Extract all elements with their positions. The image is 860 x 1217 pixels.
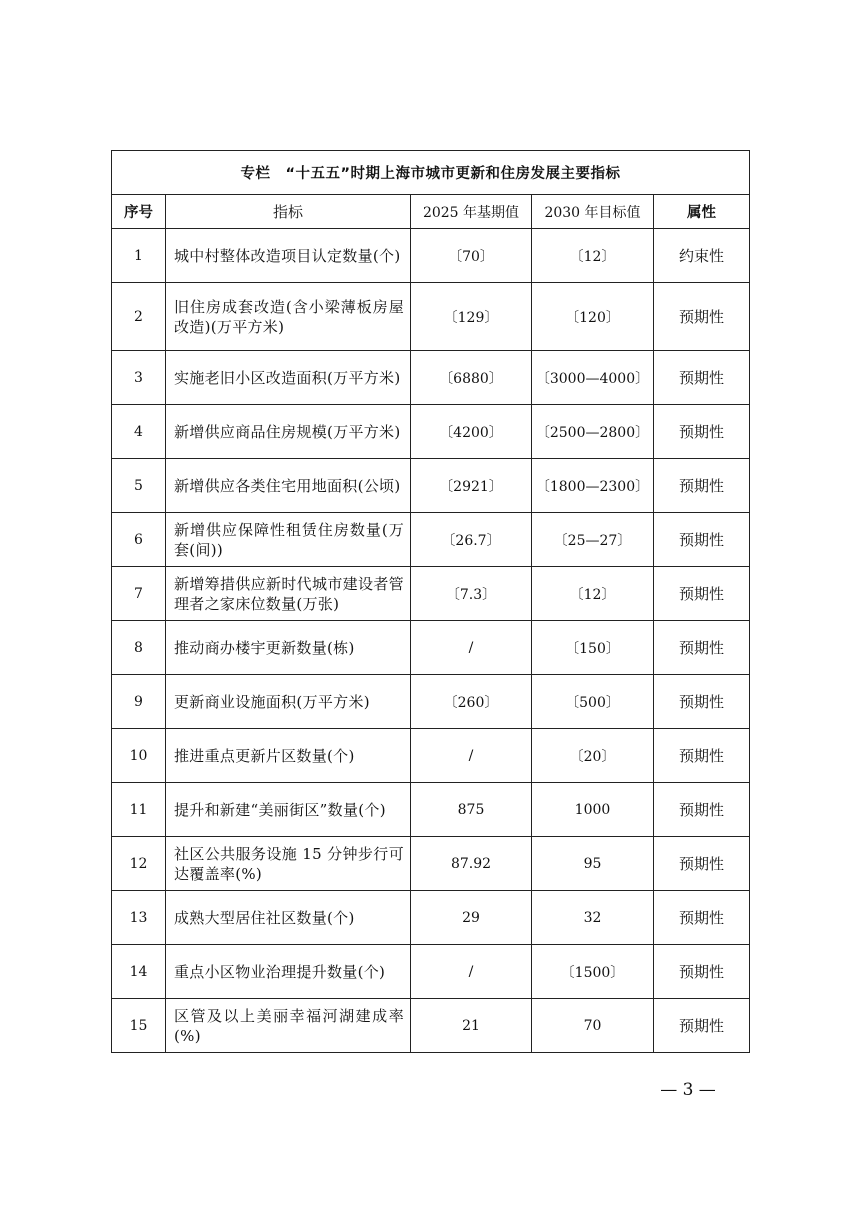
indicator-attribute: 预期性	[654, 675, 750, 729]
indicator-attribute: 预期性	[654, 729, 750, 783]
base-value: 〔26.7〕	[411, 513, 532, 567]
table-row	[112, 675, 750, 729]
base-value: 〔6880〕	[411, 351, 532, 405]
indicator-name: 社区公共服务设施 15 分钟步行可达覆盖率(%)	[166, 837, 411, 891]
base-value: /	[411, 945, 532, 999]
indicator-name: 推进重点更新片区数量(个)	[166, 729, 411, 783]
row-number: 13	[112, 891, 166, 945]
indicator-attribute: 预期性	[654, 945, 750, 999]
indicator-attribute: 预期性	[654, 283, 750, 351]
row-number: 1	[112, 229, 166, 283]
row-number: 12	[112, 837, 166, 891]
table-row	[112, 837, 750, 891]
header-no: 序号	[112, 195, 166, 229]
target-value: 〔500〕	[532, 675, 654, 729]
indicator-attribute: 预期性	[654, 621, 750, 675]
indicator-attribute: 预期性	[654, 405, 750, 459]
base-value: 〔260〕	[411, 675, 532, 729]
base-value: 〔70〕	[411, 229, 532, 283]
indicator-name: 新增供应商品住房规模(万平方米)	[166, 405, 411, 459]
base-value: /	[411, 621, 532, 675]
base-value: 21	[411, 999, 532, 1053]
table-row	[112, 405, 750, 459]
target-value: 70	[532, 999, 654, 1053]
header-attr: 属性	[654, 195, 750, 229]
indicator-name: 城中村整体改造项目认定数量(个)	[166, 229, 411, 283]
table-body	[112, 229, 750, 1053]
indicator-name: 新增供应保障性租赁住房数量(万套(间))	[166, 513, 411, 567]
page-number: — 3 —	[660, 1080, 716, 1100]
target-value: 1000	[532, 783, 654, 837]
table-row	[112, 459, 750, 513]
table-row	[112, 945, 750, 999]
row-number: 7	[112, 567, 166, 621]
indicator-name: 实施老旧小区改造面积(万平方米)	[166, 351, 411, 405]
indicator-name: 成熟大型居住社区数量(个)	[166, 891, 411, 945]
base-value: 29	[411, 891, 532, 945]
target-value: 95	[532, 837, 654, 891]
indicator-name: 新增筹措供应新时代城市建设者管理者之家床位数量(万张)	[166, 567, 411, 621]
base-value: 87.92	[411, 837, 532, 891]
target-value: 〔1500〕	[532, 945, 654, 999]
indicator-attribute: 预期性	[654, 891, 750, 945]
indicator-attribute: 预期性	[654, 837, 750, 891]
table-row	[112, 999, 750, 1053]
target-value: 〔150〕	[532, 621, 654, 675]
table-row	[112, 351, 750, 405]
target-value: 〔20〕	[532, 729, 654, 783]
row-number: 3	[112, 351, 166, 405]
header-base: 2025 年基期值	[411, 195, 532, 229]
indicator-table	[111, 150, 750, 1053]
base-value: /	[411, 729, 532, 783]
indicator-name: 区管及以上美丽幸福河湖建成率(%)	[166, 999, 411, 1053]
table-row	[112, 567, 750, 621]
indicator-attribute: 预期性	[654, 513, 750, 567]
target-value: 〔25—27〕	[532, 513, 654, 567]
row-number: 6	[112, 513, 166, 567]
table-row	[112, 283, 750, 351]
row-number: 11	[112, 783, 166, 837]
base-value: 〔4200〕	[411, 405, 532, 459]
indicator-attribute: 预期性	[654, 783, 750, 837]
target-value: 〔3000—4000〕	[532, 351, 654, 405]
row-number: 9	[112, 675, 166, 729]
indicator-name: 重点小区物业治理提升数量(个)	[166, 945, 411, 999]
target-value: 〔2500—2800〕	[532, 405, 654, 459]
table-caption: 专栏 “十五五”时期上海市城市更新和住房发展主要指标	[112, 151, 750, 195]
row-number: 5	[112, 459, 166, 513]
row-number: 2	[112, 283, 166, 351]
base-value: 〔129〕	[411, 283, 532, 351]
base-value: 〔2921〕	[411, 459, 532, 513]
base-value: 〔7.3〕	[411, 567, 532, 621]
indicator-attribute: 预期性	[654, 999, 750, 1053]
indicator-attribute: 预期性	[654, 567, 750, 621]
table-row	[112, 783, 750, 837]
indicator-name: 新增供应各类住宅用地面积(公顷)	[166, 459, 411, 513]
indicator-name: 提升和新建“美丽街区”数量(个)	[166, 783, 411, 837]
indicator-name: 更新商业设施面积(万平方米)	[166, 675, 411, 729]
indicator-name: 推动商办楼宇更新数量(栋)	[166, 621, 411, 675]
row-number: 4	[112, 405, 166, 459]
target-value: 〔12〕	[532, 229, 654, 283]
table-header-row	[112, 195, 750, 229]
header-name: 指标	[166, 195, 411, 229]
target-value: 〔120〕	[532, 283, 654, 351]
base-value: 875	[411, 783, 532, 837]
table-row	[112, 513, 750, 567]
target-value: 32	[532, 891, 654, 945]
indicator-attribute: 约束性	[654, 229, 750, 283]
indicator-attribute: 预期性	[654, 459, 750, 513]
row-number: 15	[112, 999, 166, 1053]
table-row	[112, 229, 750, 283]
table-row	[112, 729, 750, 783]
row-number: 10	[112, 729, 166, 783]
header-target: 2030 年目标值	[532, 195, 654, 229]
indicator-name: 旧住房成套改造(含小梁薄板房屋改造)(万平方米)	[166, 283, 411, 351]
row-number: 14	[112, 945, 166, 999]
table-row	[112, 621, 750, 675]
table-row	[112, 891, 750, 945]
indicator-attribute: 预期性	[654, 351, 750, 405]
row-number: 8	[112, 621, 166, 675]
target-value: 〔12〕	[532, 567, 654, 621]
target-value: 〔1800—2300〕	[532, 459, 654, 513]
